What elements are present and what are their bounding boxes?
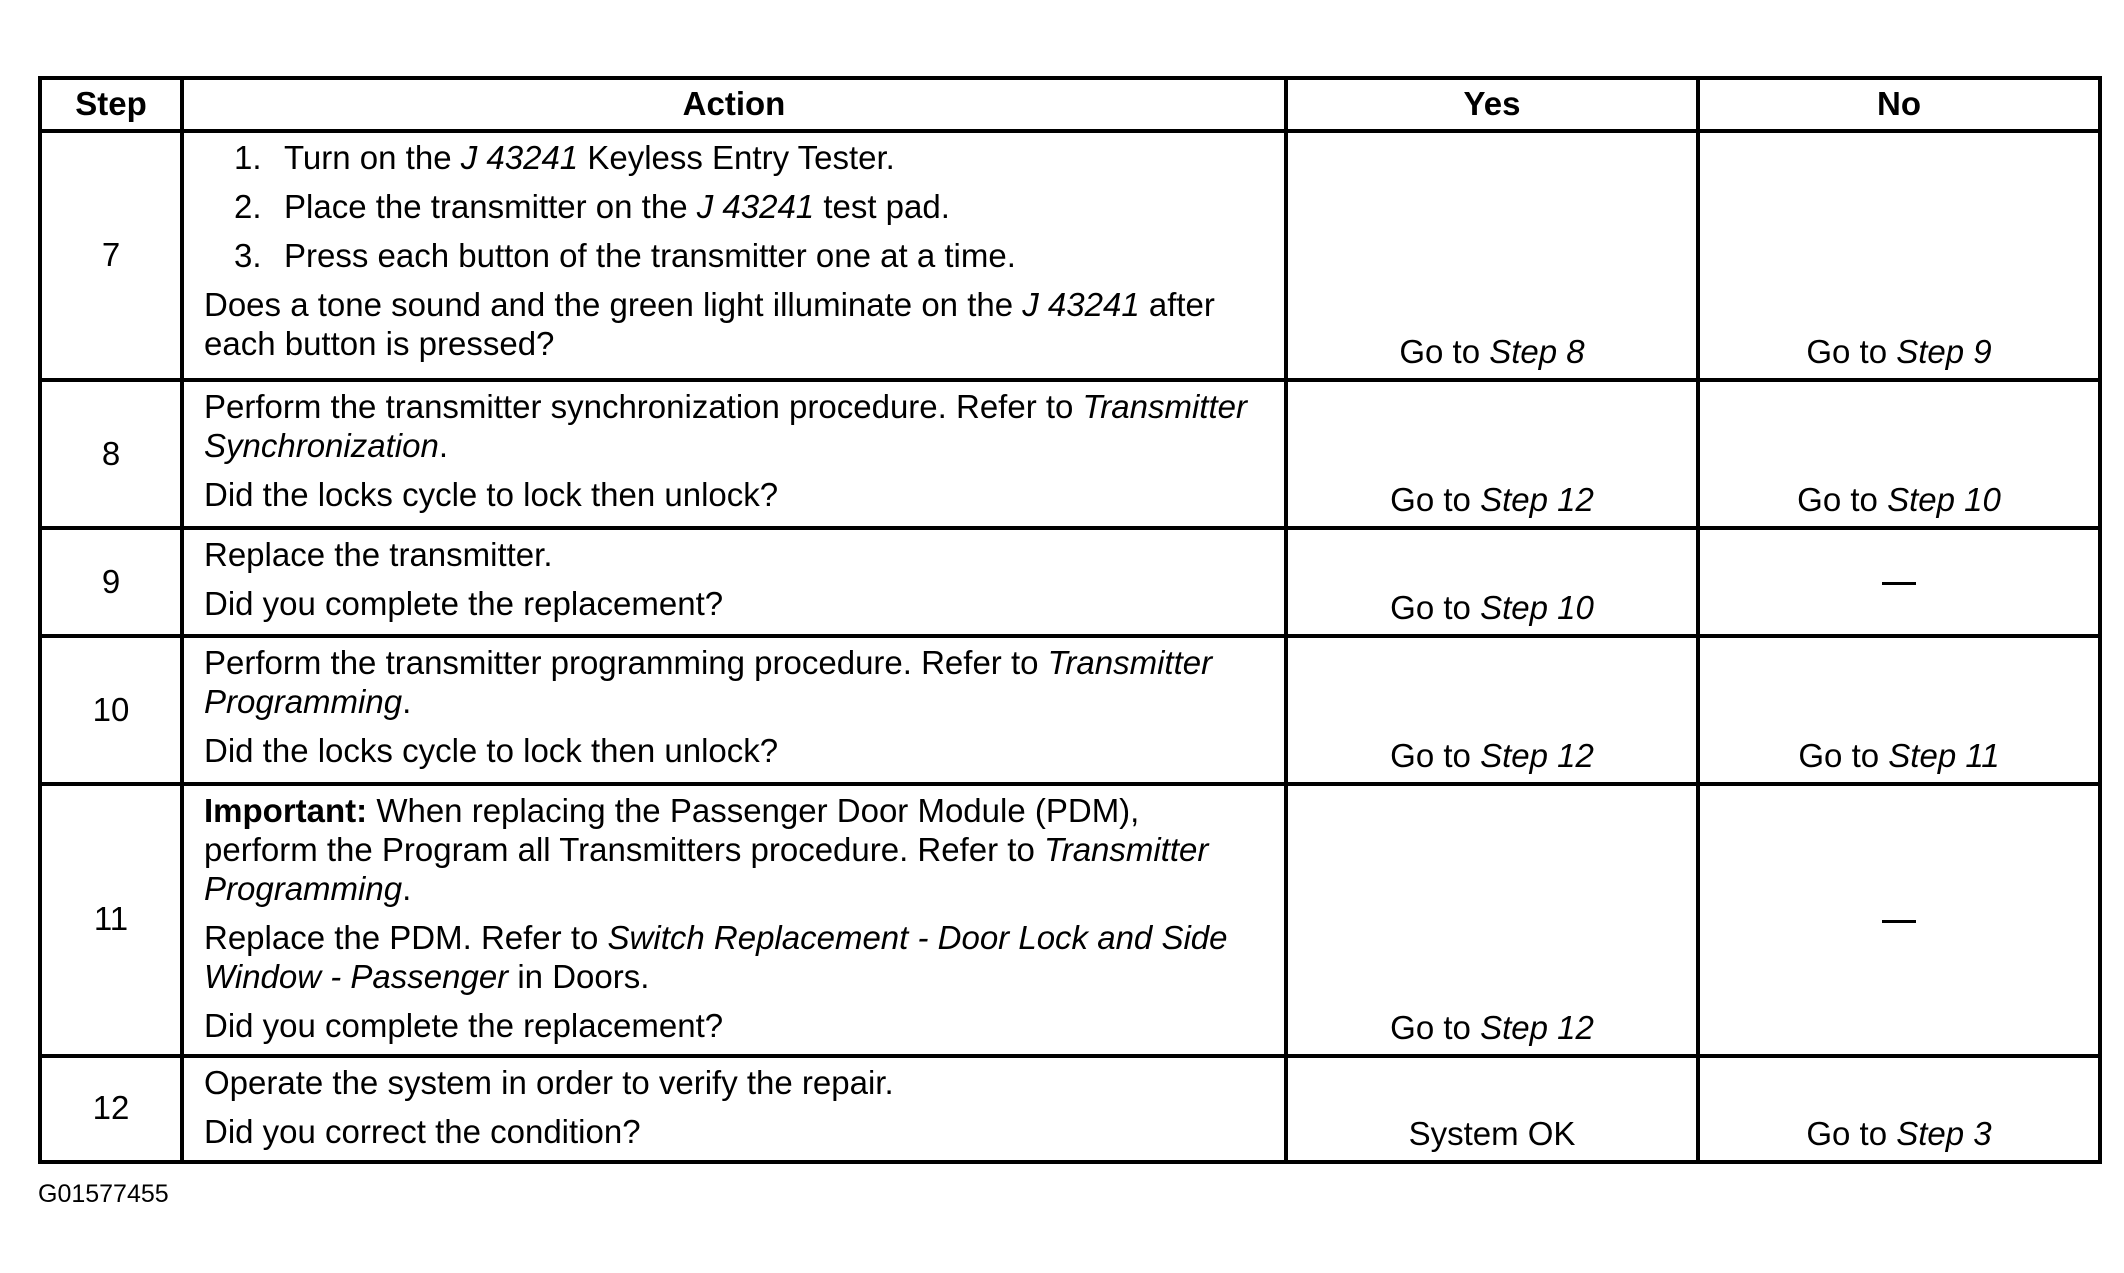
step-number: 9 (40, 528, 182, 636)
table-row (40, 131, 2100, 380)
yes-result: Go to Step 12 (1286, 380, 1698, 528)
action-cell (182, 636, 1286, 784)
action-cell (182, 1056, 1286, 1162)
table-row (40, 636, 2100, 784)
header-no: No (1698, 78, 2100, 131)
action-question: Did the locks cycle to lock then unlock? (204, 475, 779, 513)
table-row (40, 784, 2100, 1056)
step-number: 11 (40, 784, 182, 1056)
no-action-dash (1882, 582, 1916, 585)
action-text: Replace the PDM. Refer to Switch Replacement - Door Lock and Side Window - Passenger in Doors. (204, 918, 1228, 995)
header-step: Step (40, 78, 182, 131)
step-number: 8 (40, 380, 182, 528)
action-cell (182, 131, 1286, 380)
figure-id: G01577455 (38, 1180, 169, 1208)
no-result: Go to Step 10 (1698, 380, 2100, 528)
yes-result: Go to Step 10 (1286, 528, 1698, 636)
yes-result: System OK (1286, 1056, 1698, 1162)
no-result (1698, 528, 2100, 636)
action-text: Perform the transmitter synchronization procedure. Refer to Transmitter Synchronization. (204, 388, 1247, 464)
step-number: 12 (40, 1056, 182, 1162)
action-question: Did the locks cycle to lock then unlock? (204, 731, 779, 769)
table-row (40, 1056, 2100, 1162)
header-yes: Yes (1286, 78, 1698, 131)
action-text: Perform the transmitter programming procedure. Refer to Transmitter Programming. (204, 644, 1213, 720)
yes-result: Go to Step 12 (1286, 784, 1698, 1056)
action-steps-list (204, 139, 1262, 276)
action-question: Did you complete the replacement? (204, 1006, 724, 1044)
no-action-dash (1882, 920, 1916, 923)
table-row (40, 528, 2100, 636)
important-note: Important: When replacing the Passenger Door Module (PDM), perform the Program all Transmitters procedure. Refer to Transmitter Programming. (204, 792, 1209, 907)
action-text: Replace the transmitter. (204, 536, 553, 573)
no-result (1698, 784, 2100, 1056)
action-cell (182, 528, 1286, 636)
action-text: Operate the system in order to verify the repair. (204, 1063, 894, 1101)
header-row (40, 78, 2100, 131)
table-row (40, 380, 2100, 528)
action-question: Did you complete the replacement? (204, 584, 724, 622)
step-number: 7 (40, 131, 182, 380)
list-item: 2. Place the transmitter on the J 43241 test pad. (234, 187, 950, 225)
no-result: Go to Step 9 (1698, 131, 2100, 380)
action-cell (182, 784, 1286, 1056)
no-result: Go to Step 11 (1698, 636, 2100, 784)
action-cell (182, 380, 1286, 528)
step-number: 10 (40, 636, 182, 784)
list-item: 3. Press each button of the transmitter one at a time. (234, 236, 1016, 274)
list-item: 1. Turn on the J 43241 Keyless Entry Tester. (234, 139, 895, 176)
header-action: Action (182, 78, 1286, 131)
action-question: Did you correct the condition? (204, 1112, 641, 1150)
action-question: Does a tone sound and the green light illuminate on the J 43241 after each button is pressed? (204, 285, 1215, 362)
diagnostic-table (38, 76, 2102, 1164)
yes-result: Go to Step 8 (1286, 131, 1698, 380)
yes-result: Go to Step 12 (1286, 636, 1698, 784)
no-result: Go to Step 3 (1698, 1056, 2100, 1162)
